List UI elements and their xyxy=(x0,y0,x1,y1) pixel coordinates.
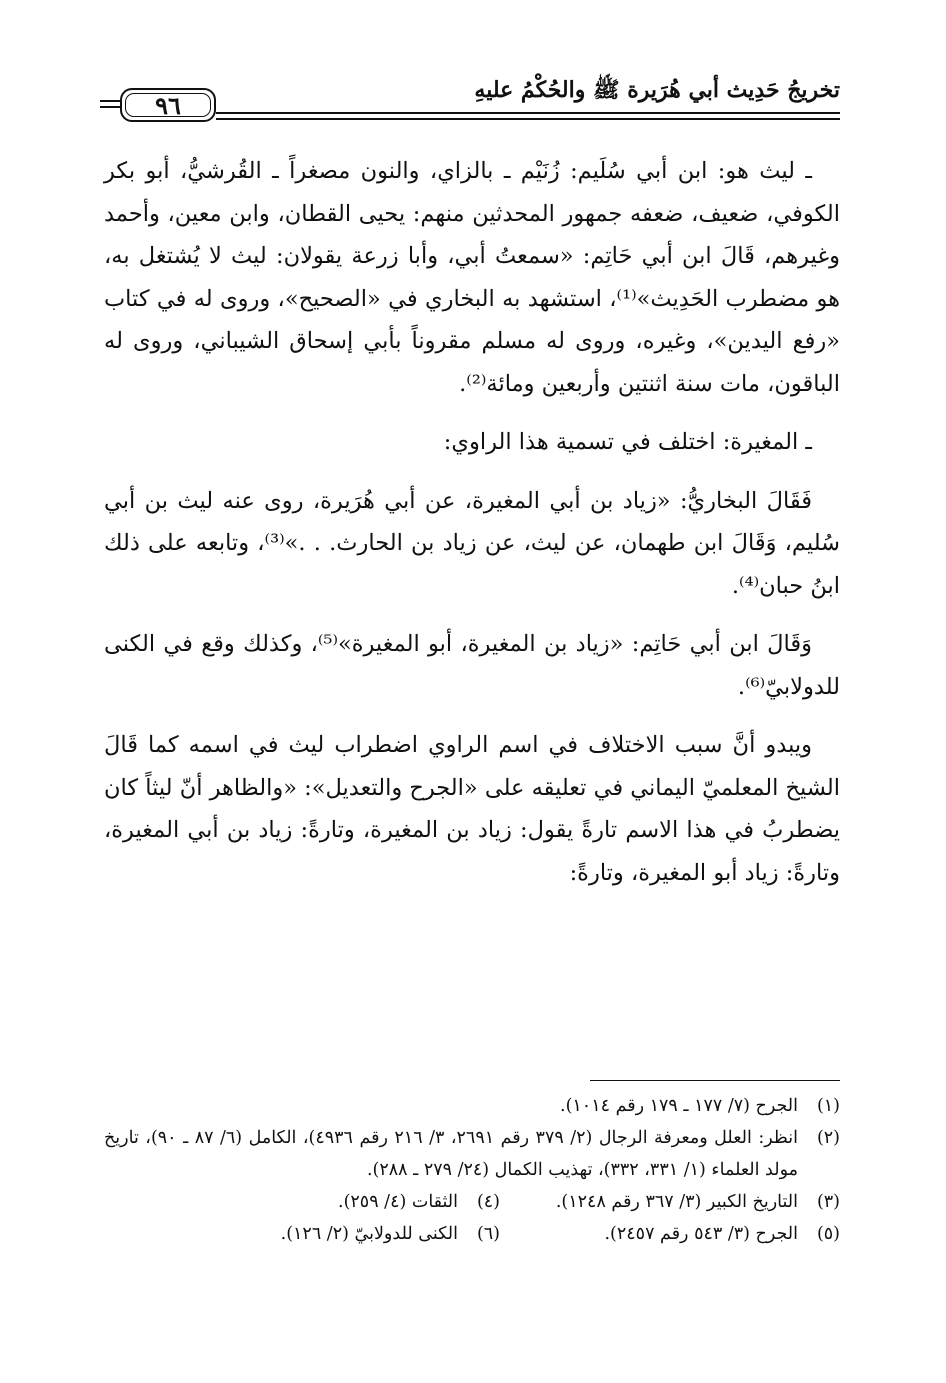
footnote-text: التاريخ الكبير (٣/ ٣٦٧ رقم ١٢٤٨). xyxy=(555,1192,798,1212)
paragraph: فَقَالَ البخاريُّ: «زياد بن أبي المغيرة، عن أبي هُرَيرة، روى عنه ليث بن أبي سُليم، وَقَالَ ابن طهمان، عن ليث، عن زياد بن الحارث. . .»⁽³⁾، وتابعه على ذلك ابنُ حبان⁽⁴⁾. xyxy=(104,487,840,599)
footnote-text: انظر: العلل ومعرفة الرجال (٢/ ٣٧٩ رقم ٢٦٩١، ٣/ ٢١٦ رقم ٤٩٣٦)، الكامل (٦/ ٨٧ ـ ٩٠)، تاريخ مولد العلماء (١/ ٣٣١، ٣٣٢)، تهذيب الكمال (٢٤/ ٢٧٩ ـ ٢٨٨). xyxy=(104,1128,798,1180)
paragraph: ـ المغيرة: اختلف في تسمية هذا الراوي: xyxy=(443,429,812,455)
paragraph: ـ ليث هو: ابن أبي سُلَيم: زُنَيْم ـ بالزاي، والنون مصغراً ـ القُرشيُّ، أبو بكر الكوفي، ضعيف، ضعفه جمهور المحدثين منهم: يحيى القطان، وابن معين، وأحمد وغيرهم، قَالَ ابن أبي حَاتِم: «سمعتُ أبي، وأبا زرعة يقولان: ليث لا يُشتغل به، هو مضطرب الحَدِيث»⁽¹⁾، استشهد به البخاري في «الصحيح»، وروى له في كتاب «رفع اليدين»، وغيره، وروى له مسلم مقروناً بأبي إسحاق الشيباني، وروى له الباقون، مات سنة اثنتين وأربعين ومائة⁽²⁾. xyxy=(104,158,840,397)
footnotes xyxy=(104,1090,840,1250)
footnote xyxy=(104,1090,840,1122)
footnote-text: الجرح (٧/ ١٧٧ ـ ١٧٩ رقم ١٠١٤). xyxy=(560,1096,798,1116)
footnote xyxy=(500,1186,840,1218)
footnote-text: الثقات (٤/ ٢٥٩). xyxy=(338,1192,458,1212)
footnote-text: الجرح (٣/ ٥٤٣ رقم ٢٤٥٧). xyxy=(604,1224,798,1244)
footnote-number: (٤) xyxy=(476,1192,500,1212)
footnote-number: (٢) xyxy=(816,1128,840,1148)
running-title: تخريجُ حَدِيث أبي هُرَيرة ﷺ والحُكْمُ عليهِ xyxy=(474,77,840,103)
footnote xyxy=(500,1218,840,1250)
footnote-number: (٥) xyxy=(816,1224,840,1244)
header-rule-left xyxy=(100,100,120,108)
footnote xyxy=(160,1218,500,1250)
footnote-number: (٣) xyxy=(816,1192,840,1212)
page-header xyxy=(100,70,840,130)
header-rule-right xyxy=(216,112,840,120)
footnote-row xyxy=(104,1186,840,1218)
footnote xyxy=(104,1122,840,1186)
footnote-row xyxy=(104,1218,840,1250)
footnote xyxy=(160,1186,500,1218)
paragraph: وَقَالَ ابن أبي حَاتِم: «زياد بن المغيرة، أبو المغيرة»⁽⁵⁾، وكذلك وقع في الكنى للدولابيّ⁽⁶⁾. xyxy=(104,631,840,700)
footnote-number: (٦) xyxy=(476,1224,500,1244)
page-number: ٩٦ xyxy=(120,88,216,122)
footnote-text: الكنى للدولابيّ (٢/ ١٢٦). xyxy=(280,1224,458,1244)
footnote-separator xyxy=(590,1080,840,1081)
paragraph: ويبدو أنَّ سبب الاختلاف في اسم الراوي اضطراب ليث في اسمه كما قَالَ الشيخ المعلميّ اليماني في تعليقه على «الجرح والتعديل»: «والظاهر أنّ ليثاً كان يضطربُ في هذا الاسم تارةً يقول: زياد بن المغيرة، وتارةً: زياد بن أبي المغيرة، وتارةً: زياد أبو المغيرة، وتارةً: xyxy=(104,732,840,886)
main-text xyxy=(104,150,840,910)
footnote-number: (١) xyxy=(816,1096,840,1116)
